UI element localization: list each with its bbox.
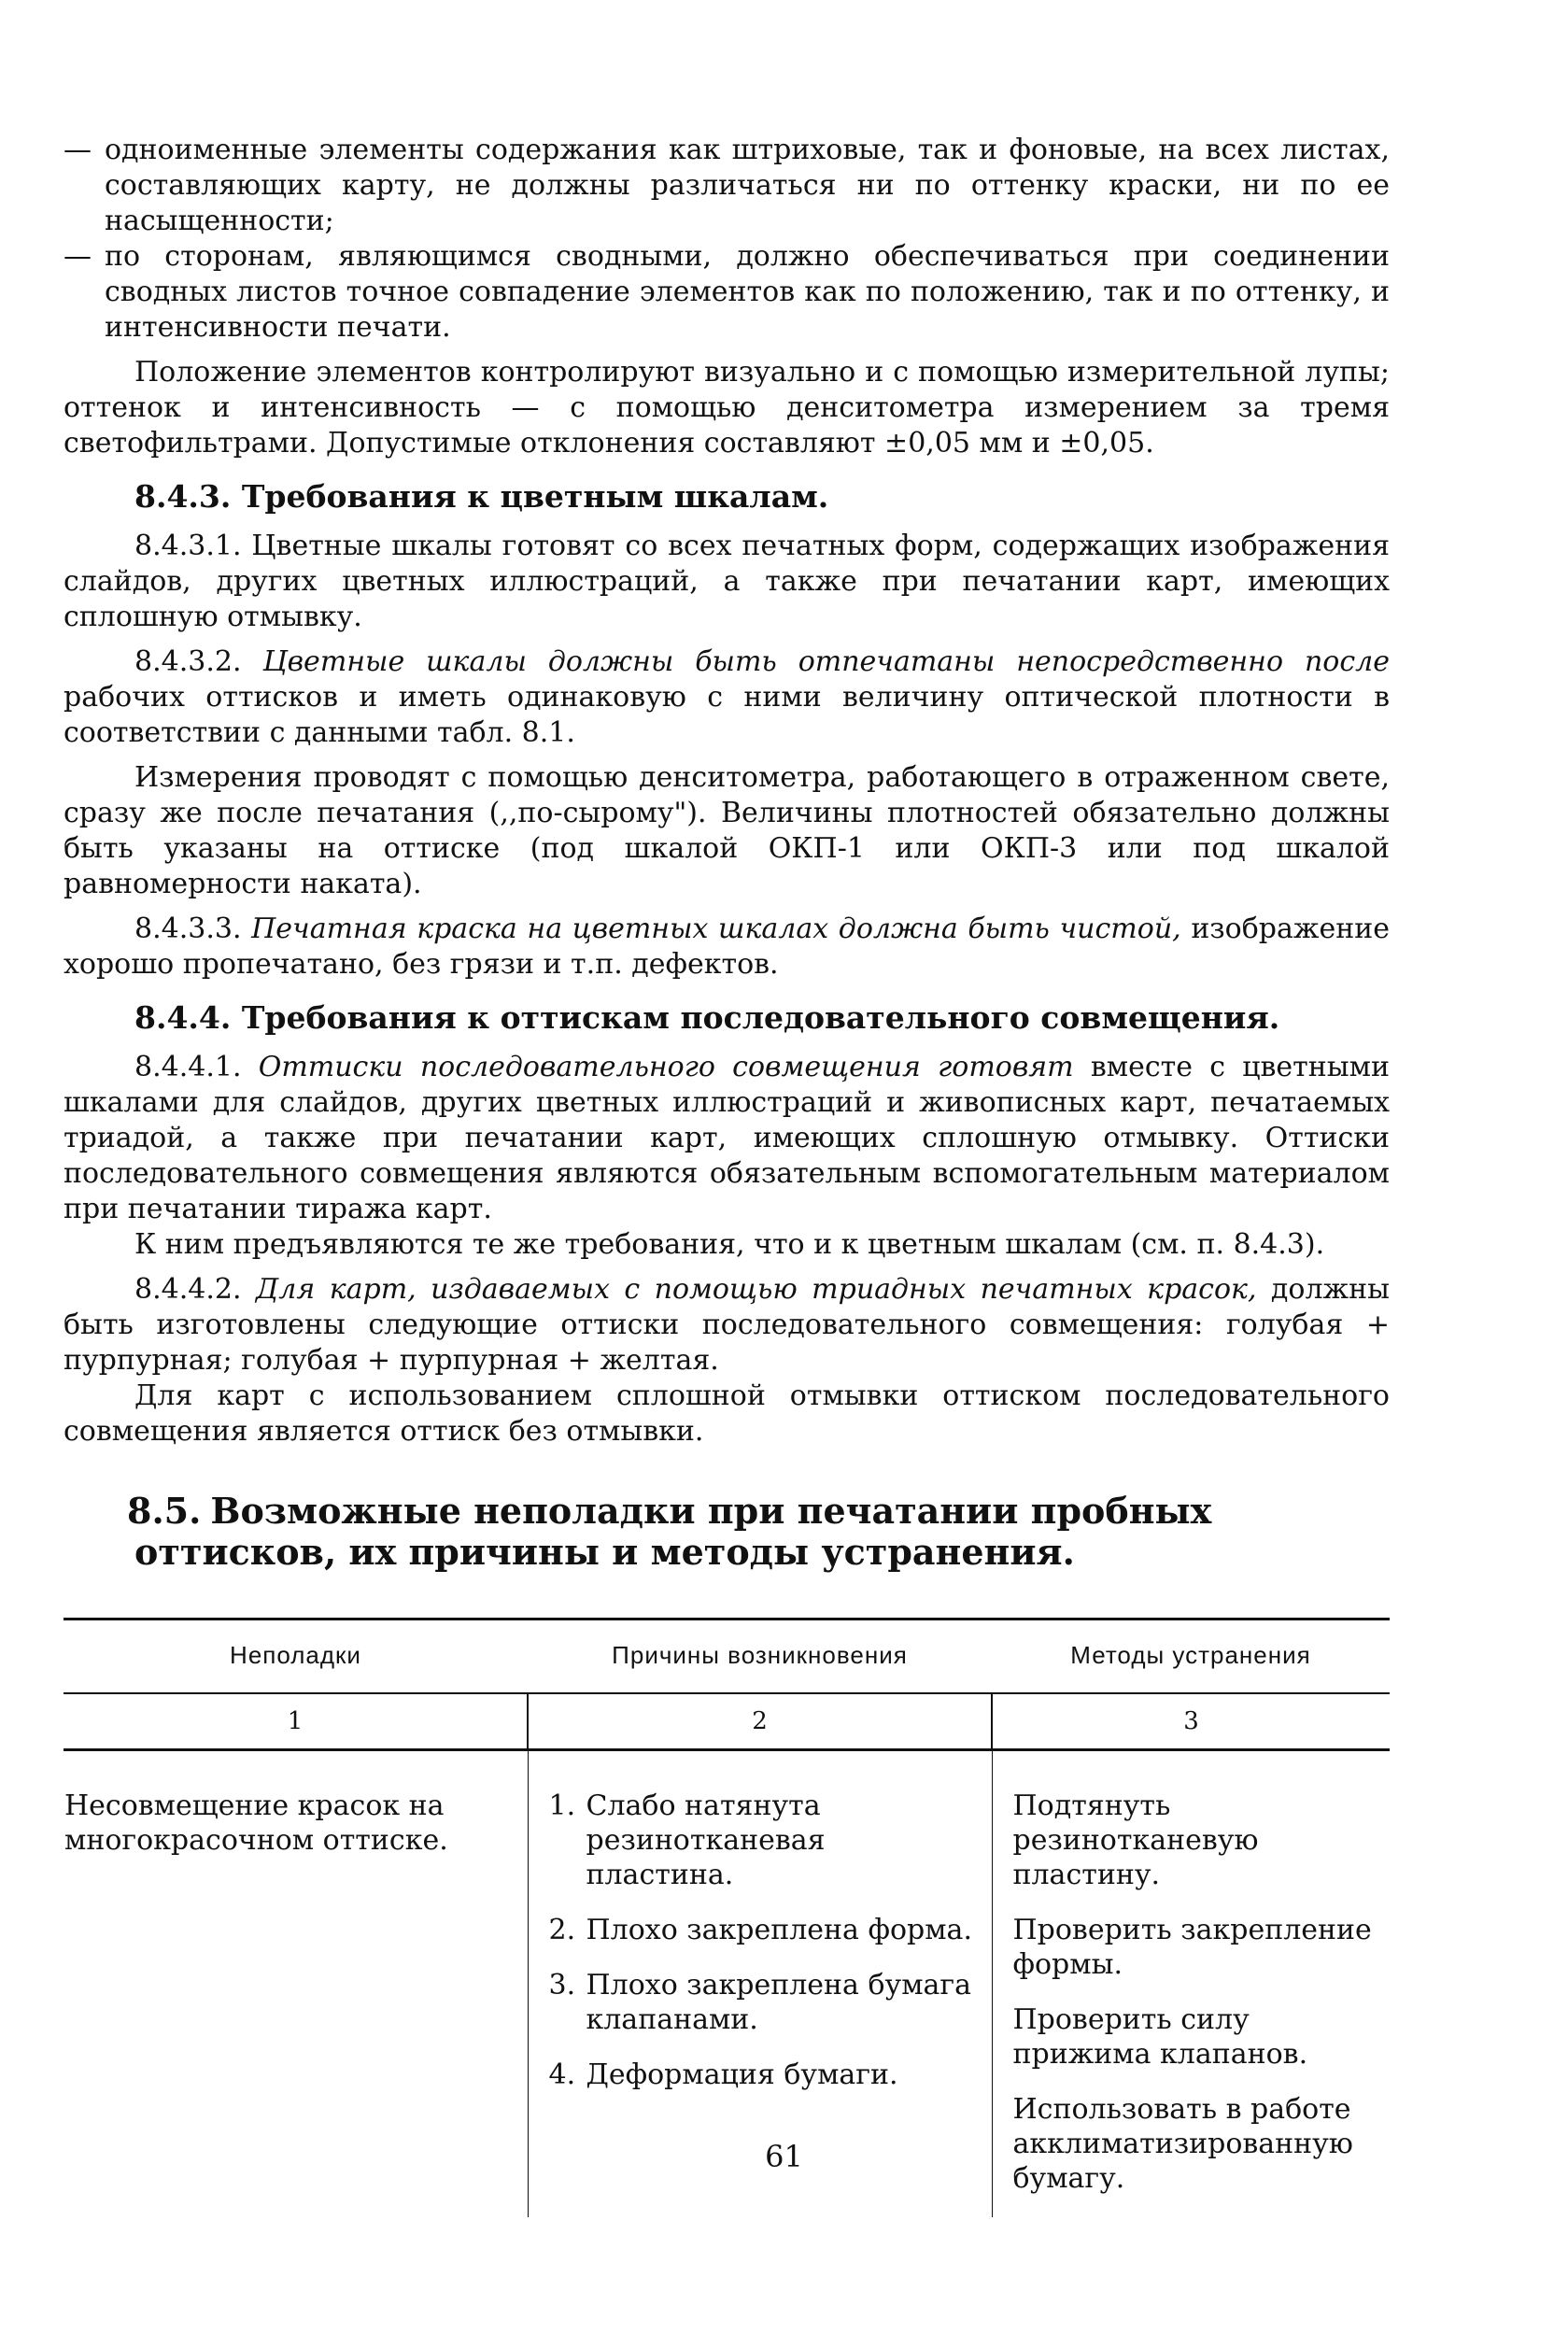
clause-text: изображение хорошо пропечатано, без грязи и т.п. дефектов. [64, 912, 1390, 981]
table-header-row [64, 1620, 1390, 1694]
remedy-item: Использовать в работе акклиматизированную бумагу. [1012, 2093, 1353, 2195]
paragraph-8-4-3-2 [64, 644, 1390, 751]
section-title: Возможные неполадки при печатании пробных оттисков, их причины и методы устранения. [134, 1490, 1212, 1573]
header-remedies: Методы устранения [992, 1620, 1390, 1694]
cause-item [549, 1789, 981, 1892]
remedy-item: Проверить силу прижима клапанов. [1012, 2003, 1308, 2071]
column-number: 2 [528, 1693, 992, 1750]
clause-number: 8.4.3.2. [134, 645, 242, 678]
italic-text: Для карт, издаваемых с помощью триадных печатных красок, [255, 1273, 1257, 1306]
column-number: 3 [992, 1693, 1390, 1750]
page-body [64, 133, 1390, 2217]
cause-text: Слабо натянута резинотканевая пластина. [586, 1789, 826, 1891]
clause-number: 8.4.4.1. [134, 1051, 242, 1083]
clause-text: рабочих оттисков и иметь одинаковую с ними величину оптической плотности в соответствии с данными табл. 8.1. [64, 681, 1390, 749]
section-heading-8-5 [64, 1491, 1390, 1573]
cause-text: Деформация бумаги. [586, 2058, 898, 2091]
cause-text: Плохо закреплена бумага клапанами. [586, 1969, 972, 2036]
list-item [64, 239, 1390, 346]
troubleshooting-table [64, 1618, 1390, 2217]
italic-text: Оттиски последовательного совмещения готовят [258, 1051, 1074, 1083]
cause-number: 1. [548, 1789, 576, 1822]
column-number-row [64, 1693, 1390, 1750]
list-item [64, 133, 1390, 239]
cause-item [549, 2058, 981, 2092]
cause-item [549, 1913, 981, 1947]
clause-number: 8.4.3.3. [134, 912, 242, 945]
paragraph: К ним предъявляются те же требования, что и к цветным шкалам (см. п. 8.4.3). [134, 1228, 1325, 1261]
italic-text: Цветные шкалы должны быть отпечатаны непосредственно после [262, 645, 1390, 678]
problem-text: Несовмещение красок на многокрасочном оттиске. [64, 1789, 448, 1857]
section-number: 8.5. [127, 1490, 202, 1532]
column-number: 1 [64, 1693, 528, 1750]
dash-marker: — [64, 240, 92, 273]
section-heading-8-4-4: 8.4.4. Требования к оттискам последовательного совмещения. [134, 999, 1280, 1036]
paragraph: Измерения проводят с помощью денситометра, работающего в отраженном свете, сразу же после печатания (,,по-сырому"). Величины плотностей обязательно должны быть указаны на оттиске (под шкалой ОКП-1 или ОКП-3 или под шкалой равномерности наката). [64, 761, 1390, 900]
paragraph-8-4-3-3 [64, 912, 1390, 983]
cause-number: 2. [548, 1914, 576, 1946]
remedy-item: Подтянуть резинотканевую пластину. [1012, 1789, 1259, 1891]
italic-text: Печатная краска на цветных шкалах должна быть чистой, [251, 912, 1181, 945]
paragraph: Положение элементов контролируют визуально и с помощью измерительной лупы; оттенок и интенсивность — с помощью денситометра измерением за тремя светофильтрами. Допустимые отклонения составляют ±0,05 мм и ±0,05. [64, 356, 1390, 460]
clause-number: 8.4.4.2. [134, 1273, 242, 1306]
cause-item [549, 1968, 981, 2037]
section-heading-8-4-3: 8.4.3. Требования к цветным шкалам. [134, 478, 829, 515]
cause-number: 4. [548, 2058, 576, 2091]
dash-marker: — [64, 134, 92, 166]
paragraph-8-4-4-2 [64, 1272, 1390, 1379]
remedy-item: Проверить закрепление формы. [1012, 1914, 1372, 1981]
paragraph-8-4-4-1 [64, 1050, 1390, 1227]
header-causes: Причины возникновения [528, 1620, 992, 1694]
clause-text: вместе с цветными шкалами для слайдов, других цветных иллюстраций и живописных карт, печатаемых триадой, а также при печатании карт, имеющих сплошную отмывку. Оттиски последовательного совмещения являются обязательным вспомогательным материалом при печатании тиража карт. [64, 1051, 1390, 1225]
clause-text: должны быть изготовлены следующие оттиски последовательного совмещения: голубая + пурпурная; голубая + пурпурная + желтая. [64, 1273, 1390, 1377]
cause-number: 3. [548, 1969, 576, 2001]
paragraph: по сторонам, являющимся сводными, должно обеспечиваться при соединении сводных листов точное совпадение элементов как по положению, так и по оттенку, и интенсивности печати. [105, 240, 1390, 344]
paragraph: Для карт с использованием сплошной отмывки оттиском последовательного совмещения является оттиск без отмывки. [64, 1379, 1390, 1448]
paragraph-8-4-3-1: 8.4.3.1. Цветные шкалы готовят со всех печатных форм, содержащих изображения слайдов, других цветных иллюстраций, а также при печатании карт, имеющих сплошную отмывку. [64, 530, 1390, 633]
page-number: 61 [765, 2139, 803, 2174]
cause-text: Плохо закреплена форма. [586, 1914, 972, 1946]
paragraph: одноименные элементы содержания как штриховые, так и фоновые, на всех листах, составляющих карту, не должны различаться ни по оттенку краски, ни по ее насыщенности; [105, 134, 1390, 237]
header-problems: Неполадки [64, 1620, 528, 1694]
